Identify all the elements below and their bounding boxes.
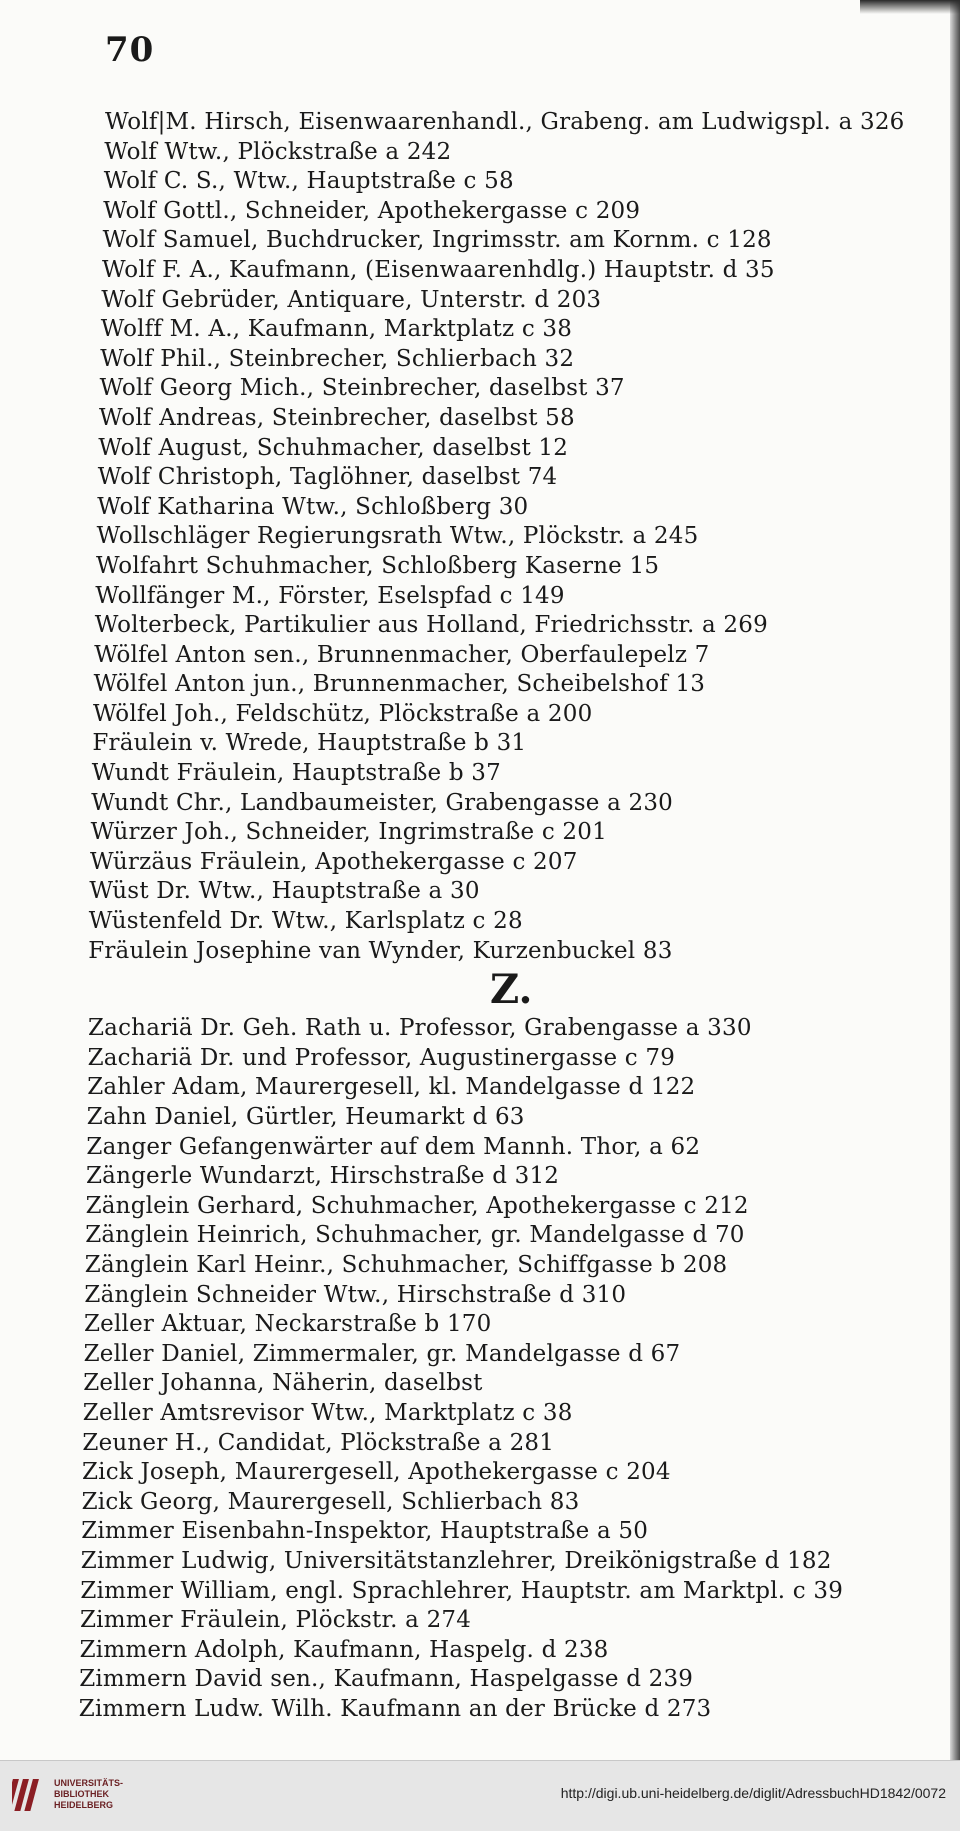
page-number: 70	[105, 30, 155, 70]
directory-entry: Zeller Johanna, Näherin, daselbst	[83, 1370, 483, 1397]
directory-entry: Zimmer Eisenbahn-Inspektor, Hauptstraße a 50	[81, 1518, 649, 1545]
directory-entry: Wolf Gottl., Schneider, Apothekergasse c 209	[103, 197, 641, 224]
directory-entry: Zänglein Karl Heinr., Schuhmacher, Schiffgasse b 208	[84, 1251, 728, 1278]
directory-entry: Wollfänger M., Förster, Eselspfad c 149	[95, 582, 565, 609]
source-url-link[interactable]: http://digi.ub.uni-heidelberg.de/diglit/AdressbuchHD1842/0072	[560, 1785, 946, 1801]
directory-entry: Wolf Samuel, Buchdrucker, Ingrimsstr. am Kornm. c 128	[102, 227, 772, 254]
directory-entry: Wolf Gebrüder, Antiquare, Unterstr. d 203	[101, 286, 602, 313]
entries-w-list	[0, 108, 960, 966]
directory-entry: Wolf C. S., Wtw., Hauptstraße c 58	[103, 168, 514, 195]
directory-entry: Zick Georg, Maurergesell, Schlierbach 83	[81, 1488, 580, 1515]
directory-entry: Zahn Daniel, Gürtler, Heumarkt d 63	[86, 1104, 525, 1130]
library-name-line-1: UNIVERSITÄTS-	[54, 1778, 124, 1788]
directory-entry: Wölfel Joh., Feldschütz, Plöckstraße a 200	[93, 700, 593, 727]
directory-entry: Wüst Dr. Wtw., Hauptstraße a 30	[89, 878, 480, 905]
directory-entry: Wolff M. A., Kaufmann, Marktplatz c 38	[100, 316, 573, 343]
directory-entry: Wolf Katharina Wtw., Schloßberg 30	[97, 493, 529, 520]
directory-entry: Wolfahrt Schuhmacher, Schloßberg Kaserne 15	[96, 552, 660, 579]
directory-entry: Wolterbeck, Partikulier aus Holland, Friedrichsstr. a 269	[94, 612, 768, 639]
directory-entries	[0, 108, 960, 1724]
directory-entry: Wüstenfeld Dr. Wtw., Karlsplatz c 28	[88, 908, 523, 935]
section-letter-heading: Z.	[490, 966, 533, 1014]
directory-entry: Zimmern David sen., Kaufmann, Haspelgasse d 239	[79, 1666, 694, 1693]
entries-z-list	[0, 1014, 960, 1724]
directory-entry: Zahler Adam, Maurergesell, kl. Mandelgasse d 122	[87, 1074, 696, 1101]
directory-entry: Wollschläger Regierungsrath Wtw., Plöckstr. a 245	[96, 523, 699, 550]
directory-entry: Zimmern Adolph, Kaufmann, Haspelg. d 238	[79, 1636, 609, 1663]
directory-entry: Zeuner H., Candidat, Plöckstraße a 281	[82, 1429, 555, 1456]
directory-entry: Wolf August, Schuhmacher, daselbst 12	[98, 434, 569, 461]
directory-entry: Zick Joseph, Maurergesell, Apothekergasse c 204	[82, 1459, 671, 1486]
directory-entry: Wolf|M. Hirsch, Eisenwaarenhandl., Grabeng. am Ludwigspl. a 326	[105, 109, 905, 135]
viewer-footer	[0, 1760, 960, 1831]
directory-entry: Zimmern Ludw. Wilh. Kaufmann an der Brücke d 273	[78, 1695, 712, 1722]
library-logo-icon[interactable]	[12, 1775, 46, 1815]
directory-entry: Wundt Chr., Landbaumeister, Grabengasse a 230	[91, 789, 674, 816]
directory-entry: Zanger Gefangenwärter auf dem Mannh. Thor, a 62	[86, 1133, 701, 1160]
directory-entry: Zachariä Dr. Geh. Rath u. Professor, Grabengasse a 330	[88, 1015, 752, 1042]
directory-entry: Zimmer Ludwig, Universitätstanzlehrer, Dreikönigstraße d 182	[80, 1547, 832, 1574]
library-name[interactable]	[54, 1778, 123, 1811]
directory-entry: Wolf F. A., Kaufmann, (Eisenwaarenhdlg.) Hauptstr. d 35	[102, 256, 775, 283]
directory-entry: Wolf Georg Mich., Steinbrecher, daselbst 37	[99, 375, 625, 402]
directory-entry: Zimmer Fräulein, Plöckstr. a 274	[80, 1607, 472, 1634]
directory-entry: Zimmer William, engl. Sprachlehrer, Hauptstr. am Marktpl. c 39	[80, 1577, 844, 1604]
directory-entry: Zängerle Wundarzt, Hirschstraße d 312	[86, 1163, 560, 1190]
directory-entry: Zeller Amtsrevisor Wtw., Marktplatz c 38	[82, 1399, 573, 1426]
directory-entry: Zänglein Heinrich, Schuhmacher, gr. Mandelgasse d 70	[85, 1222, 745, 1249]
directory-entry: Zachariä Dr. und Professor, Augustinergasse c 79	[87, 1044, 676, 1071]
directory-entry: Würzäus Fräulein, Apothekergasse c 207	[90, 848, 578, 875]
directory-entry: Wolf Phil., Steinbrecher, Schlierbach 32	[100, 345, 575, 372]
directory-entry: Wölfel Anton sen., Brunnenmacher, Oberfaulepelz 7	[94, 641, 710, 668]
directory-entry: Fräulein Josephine van Wynder, Kurzenbuckel 83	[88, 937, 673, 964]
library-name-line-2: BIBLIOTHEK	[54, 1789, 109, 1799]
directory-entry: Wundt Fräulein, Hauptstraße b 37	[91, 760, 501, 787]
directory-entry: Fräulein v. Wrede, Hauptstraße b 31	[92, 730, 527, 757]
directory-entry: Wolf Wtw., Plöckstraße a 242	[104, 138, 452, 165]
library-name-line-3: HEIDELBERG	[54, 1800, 114, 1810]
directory-entry: Zänglein Schneider Wtw., Hirschstraße d 310	[84, 1281, 627, 1308]
page-corner-shadow	[860, 0, 960, 14]
directory-entry: Wolf Christoph, Taglöhner, daselbst 74	[97, 464, 558, 491]
directory-entry: Wolf Andreas, Steinbrecher, daselbst 58	[99, 404, 575, 431]
directory-entry: Würzer Joh., Schneider, Ingrimstraße c 201	[90, 819, 607, 846]
directory-entry: Zeller Daniel, Zimmermaler, gr. Mandelgasse d 67	[83, 1340, 681, 1367]
directory-entry: Zeller Aktuar, Neckarstraße b 170	[84, 1311, 492, 1338]
directory-entry: Wölfel Anton jun., Brunnenmacher, Scheibelshof 13	[93, 671, 706, 698]
directory-entry: Zänglein Gerhard, Schuhmacher, Apothekergasse c 212	[85, 1192, 749, 1219]
